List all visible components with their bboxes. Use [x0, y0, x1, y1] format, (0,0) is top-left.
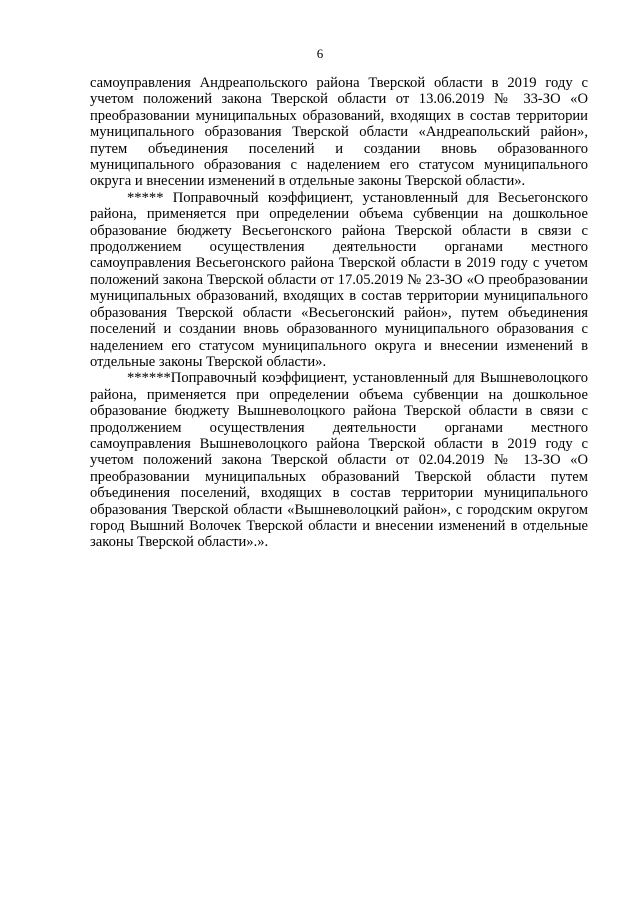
document-body — [90, 75, 588, 551]
paragraph-andreapol-continuation: самоуправления Андреапольского района Тверской области в 2019 году с учетом положений закона Тверской области от 13.06.2019 № 33-ЗО «О преобразовании муниципальных образований, входящих в состав территории муниципального образования Тверской области «Андреапольский район», путем объединения поселений и создании вновь образованного муниципального образования с наделением его статусом муниципального округа и внесении изменений в отдельные законы Тверской области». — [90, 75, 588, 190]
paragraph-vesyegonsk-note: ***** Поправочный коэффициент, установленный для Весьегонского района, применяется при определении объема субвенции на дошкольное образование бюджету Весьегонского района Тверской области в связи с продолжением осуществления деятельности органами местного самоуправления Весьегонского района Тверской области в 2019 году с учетом положений закона Тверской области от 17.05.2019 № 23-ЗО «О преобразовании муниципальных образований, входящих в состав территории муниципального образования Тверской области «Весьегонский район», путем объединения поселений и создании вновь образованного муниципального образования с наделением его статусом муниципального округа и внесении изменений в отдельные законы Тверской области». — [90, 189, 588, 370]
paragraph-vyshnevolotsk-note: ******Поправочный коэффициент, установленный для Вышневолоцкого района, применяется при определении объема субвенции на дошкольное образование бюджету Вышневолоцкого района Тверской области в связи с продолжением осуществления деятельности органами местного самоуправления Вышневолоцкого района Тверской области в 2019 году с учетом положений закона Тверской области от 02.04.2019 № 13-ЗО «О преобразовании муниципальных образований Тверской области путем объединения поселений, входящих в состав территории муниципального образования Тверской области «Вышневолоцкий район», с городским округом город Вышний Волочек Тверской области и внесении изменений в отдельные законы Тверской области».». — [90, 370, 588, 551]
page-number: 6 — [316, 46, 324, 61]
